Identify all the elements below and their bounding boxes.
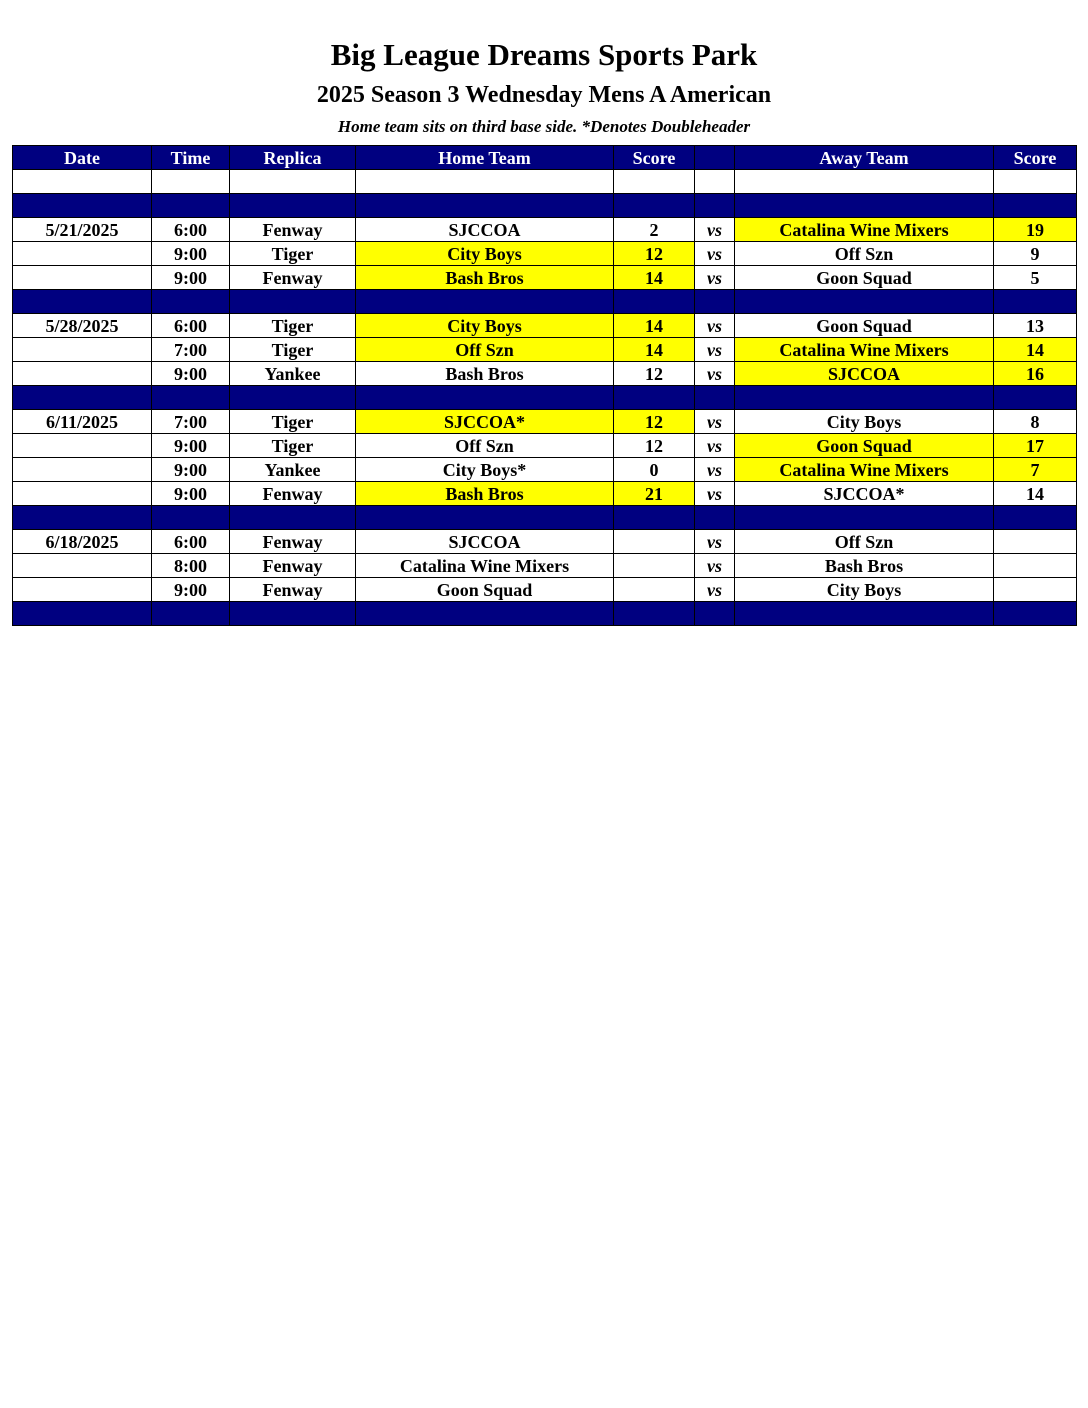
- away-score-cell: 14: [994, 482, 1077, 506]
- vs-label: vs: [695, 362, 735, 386]
- vs-label: vs: [695, 410, 735, 434]
- replica-cell: Tiger: [230, 338, 356, 362]
- blank-row: [13, 170, 1077, 194]
- separator-row: [13, 506, 1077, 530]
- empty-cell: [614, 386, 695, 410]
- away-team-cell: Off Szn: [735, 530, 994, 554]
- away-team-cell: SJCCOA*: [735, 482, 994, 506]
- home-team-cell: Off Szn: [356, 434, 614, 458]
- empty-cell: [614, 602, 695, 626]
- empty-cell: [994, 194, 1077, 218]
- col-header-away-score: Score: [994, 146, 1077, 170]
- away-team-cell: Bash Bros: [735, 554, 994, 578]
- empty-cell: [13, 194, 152, 218]
- empty-cell: [152, 602, 230, 626]
- away-score-cell: [994, 578, 1077, 602]
- date-cell: [13, 458, 152, 482]
- empty-cell: [230, 506, 356, 530]
- game-row: [13, 314, 1077, 338]
- away-team-cell: Goon Squad: [735, 314, 994, 338]
- empty-cell: [230, 386, 356, 410]
- empty-cell: [230, 602, 356, 626]
- schedule-table: [12, 145, 1077, 626]
- empty-cell: [735, 386, 994, 410]
- game-row: [13, 554, 1077, 578]
- game-row: [13, 578, 1077, 602]
- time-cell: 9:00: [152, 362, 230, 386]
- empty-cell: [994, 506, 1077, 530]
- away-score-cell: [994, 554, 1077, 578]
- away-score-cell: 16: [994, 362, 1077, 386]
- home-team-cell: Bash Bros: [356, 482, 614, 506]
- page-header: [0, 0, 1088, 137]
- replica-cell: Tiger: [230, 242, 356, 266]
- empty-cell: [152, 506, 230, 530]
- vs-label: vs: [695, 218, 735, 242]
- vs-label: vs: [695, 482, 735, 506]
- away-score-cell: 8: [994, 410, 1077, 434]
- time-cell: 9:00: [152, 458, 230, 482]
- away-team-cell: Goon Squad: [735, 434, 994, 458]
- away-team-cell: SJCCOA: [735, 362, 994, 386]
- empty-cell: [695, 170, 735, 194]
- away-team-cell: Catalina Wine Mixers: [735, 338, 994, 362]
- replica-cell: Fenway: [230, 218, 356, 242]
- empty-cell: [356, 194, 614, 218]
- empty-cell: [152, 386, 230, 410]
- empty-cell: [735, 290, 994, 314]
- date-cell: 6/18/2025: [13, 530, 152, 554]
- date-cell: [13, 554, 152, 578]
- replica-cell: Tiger: [230, 314, 356, 338]
- away-score-cell: 17: [994, 434, 1077, 458]
- empty-cell: [13, 170, 152, 194]
- date-cell: [13, 578, 152, 602]
- empty-cell: [994, 602, 1077, 626]
- empty-cell: [695, 386, 735, 410]
- empty-cell: [13, 602, 152, 626]
- time-cell: 6:00: [152, 218, 230, 242]
- replica-cell: Tiger: [230, 434, 356, 458]
- replica-cell: Fenway: [230, 554, 356, 578]
- away-score-cell: 7: [994, 458, 1077, 482]
- game-row: [13, 362, 1077, 386]
- vs-label: vs: [695, 266, 735, 290]
- replica-cell: Yankee: [230, 458, 356, 482]
- home-score-cell: 2: [614, 218, 695, 242]
- game-row: [13, 218, 1077, 242]
- empty-cell: [356, 506, 614, 530]
- empty-cell: [356, 290, 614, 314]
- home-score-cell: 12: [614, 434, 695, 458]
- home-team-cell: Catalina Wine Mixers: [356, 554, 614, 578]
- vs-label: vs: [695, 314, 735, 338]
- empty-cell: [994, 290, 1077, 314]
- game-row: [13, 458, 1077, 482]
- away-score-cell: 19: [994, 218, 1077, 242]
- home-team-cell: City Boys*: [356, 458, 614, 482]
- empty-cell: [614, 170, 695, 194]
- date-cell: [13, 362, 152, 386]
- date-cell: [13, 242, 152, 266]
- separator-row: [13, 194, 1077, 218]
- replica-cell: Yankee: [230, 362, 356, 386]
- date-cell: [13, 338, 152, 362]
- replica-cell: Tiger: [230, 410, 356, 434]
- away-score-cell: 14: [994, 338, 1077, 362]
- home-team-cell: SJCCOA*: [356, 410, 614, 434]
- empty-cell: [13, 290, 152, 314]
- away-score-cell: 13: [994, 314, 1077, 338]
- time-cell: 7:00: [152, 410, 230, 434]
- home-team-cell: Off Szn: [356, 338, 614, 362]
- game-row: [13, 338, 1077, 362]
- home-score-cell: 12: [614, 410, 695, 434]
- time-cell: 6:00: [152, 314, 230, 338]
- home-score-cell: 12: [614, 362, 695, 386]
- home-team-cell: SJCCOA: [356, 530, 614, 554]
- home-score-cell: 14: [614, 314, 695, 338]
- game-row: [13, 482, 1077, 506]
- empty-cell: [356, 602, 614, 626]
- game-row: [13, 242, 1077, 266]
- empty-cell: [230, 170, 356, 194]
- time-cell: 9:00: [152, 242, 230, 266]
- empty-cell: [994, 386, 1077, 410]
- empty-cell: [152, 194, 230, 218]
- replica-cell: Fenway: [230, 530, 356, 554]
- home-score-cell: [614, 530, 695, 554]
- empty-cell: [614, 506, 695, 530]
- vs-label: vs: [695, 530, 735, 554]
- col-header-date: Date: [13, 146, 152, 170]
- home-score-cell: [614, 578, 695, 602]
- home-team-cell: Bash Bros: [356, 362, 614, 386]
- time-cell: 7:00: [152, 338, 230, 362]
- replica-cell: Fenway: [230, 578, 356, 602]
- empty-cell: [994, 170, 1077, 194]
- date-cell: [13, 434, 152, 458]
- empty-cell: [735, 194, 994, 218]
- time-cell: 9:00: [152, 266, 230, 290]
- game-row: [13, 410, 1077, 434]
- game-row: [13, 266, 1077, 290]
- home-team-cell: City Boys: [356, 314, 614, 338]
- game-row: [13, 434, 1077, 458]
- vs-label: vs: [695, 242, 735, 266]
- away-team-cell: Goon Squad: [735, 266, 994, 290]
- vs-label: vs: [695, 434, 735, 458]
- vs-label: vs: [695, 554, 735, 578]
- home-score-cell: 14: [614, 338, 695, 362]
- empty-cell: [695, 194, 735, 218]
- col-header-away-team: Away Team: [735, 146, 994, 170]
- date-cell: [13, 266, 152, 290]
- table-header-row: [13, 146, 1077, 170]
- home-score-cell: 14: [614, 266, 695, 290]
- vs-label: vs: [695, 338, 735, 362]
- replica-cell: Fenway: [230, 482, 356, 506]
- vs-label: vs: [695, 578, 735, 602]
- game-row: [13, 530, 1077, 554]
- empty-cell: [152, 170, 230, 194]
- replica-cell: Fenway: [230, 266, 356, 290]
- away-score-cell: 5: [994, 266, 1077, 290]
- time-cell: 9:00: [152, 578, 230, 602]
- away-team-cell: Off Szn: [735, 242, 994, 266]
- home-team-cell: Bash Bros: [356, 266, 614, 290]
- empty-cell: [735, 506, 994, 530]
- home-team-cell: Goon Squad: [356, 578, 614, 602]
- date-cell: 6/11/2025: [13, 410, 152, 434]
- separator-row: [13, 602, 1077, 626]
- empty-cell: [152, 290, 230, 314]
- page-title: Big League Dreams Sports Park: [330, 37, 758, 72]
- date-cell: 5/21/2025: [13, 218, 152, 242]
- empty-cell: [695, 602, 735, 626]
- empty-cell: [695, 290, 735, 314]
- page-note: Home team sits on third base side. *Denotes Doubleheader: [337, 117, 751, 136]
- empty-cell: [735, 170, 994, 194]
- away-team-cell: City Boys: [735, 410, 994, 434]
- page-subtitle: 2025 Season 3 Wednesday Mens A American: [316, 82, 772, 108]
- away-team-cell: City Boys: [735, 578, 994, 602]
- time-cell: 6:00: [152, 530, 230, 554]
- empty-cell: [735, 602, 994, 626]
- empty-cell: [230, 290, 356, 314]
- away-score-cell: 9: [994, 242, 1077, 266]
- time-cell: 8:00: [152, 554, 230, 578]
- home-score-cell: 12: [614, 242, 695, 266]
- vs-label: vs: [695, 458, 735, 482]
- empty-cell: [230, 194, 356, 218]
- home-score-cell: 21: [614, 482, 695, 506]
- empty-cell: [13, 386, 152, 410]
- date-cell: 5/28/2025: [13, 314, 152, 338]
- time-cell: 9:00: [152, 434, 230, 458]
- empty-cell: [614, 290, 695, 314]
- col-header-time: Time: [152, 146, 230, 170]
- home-score-cell: 0: [614, 458, 695, 482]
- away-team-cell: Catalina Wine Mixers: [735, 458, 994, 482]
- home-team-cell: City Boys: [356, 242, 614, 266]
- home-team-cell: SJCCOA: [356, 218, 614, 242]
- separator-row: [13, 386, 1077, 410]
- away-team-cell: Catalina Wine Mixers: [735, 218, 994, 242]
- empty-cell: [695, 506, 735, 530]
- col-header-replica: Replica: [230, 146, 356, 170]
- col-header-home-team: Home Team: [356, 146, 614, 170]
- schedule-body: [13, 170, 1077, 626]
- home-score-cell: [614, 554, 695, 578]
- separator-row: [13, 290, 1077, 314]
- empty-cell: [614, 194, 695, 218]
- empty-cell: [13, 506, 152, 530]
- away-score-cell: [994, 530, 1077, 554]
- time-cell: 9:00: [152, 482, 230, 506]
- col-header-vs: [695, 146, 735, 170]
- date-cell: [13, 482, 152, 506]
- col-header-home-score: Score: [614, 146, 695, 170]
- empty-cell: [356, 170, 614, 194]
- empty-cell: [356, 386, 614, 410]
